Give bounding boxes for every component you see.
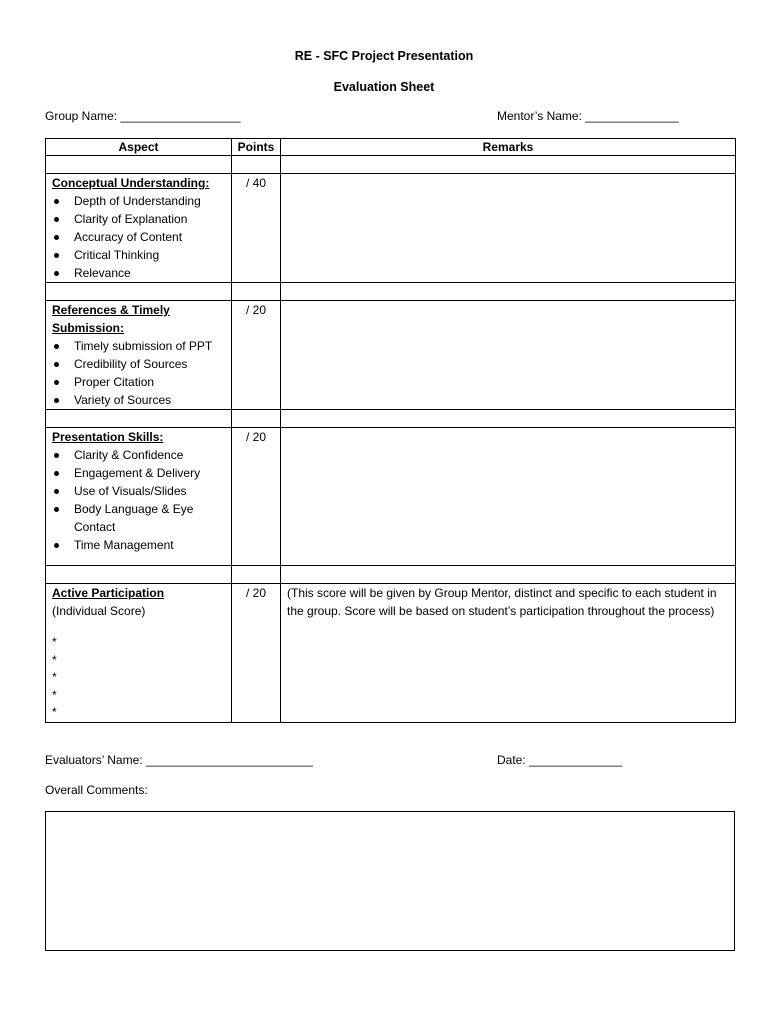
aspect-cell bbox=[46, 174, 232, 283]
student-slot[interactable]: * bbox=[52, 687, 57, 702]
evaluation-table bbox=[45, 138, 736, 723]
table-row bbox=[46, 301, 736, 410]
group-name-field[interactable]: Group Name: __________________ bbox=[45, 109, 241, 123]
remarks-cell[interactable]: (This score will be given by Group Mentor, distinct and specific to each student in the group. Score will be based on student’s participation throughout the process) bbox=[281, 584, 736, 723]
list-item: Clarity & Confidence bbox=[52, 446, 225, 464]
aspect-cell bbox=[46, 428, 232, 566]
page-title: RE - SFC Project Presentation bbox=[294, 49, 474, 63]
points-cell[interactable]: / 40 bbox=[232, 174, 281, 283]
header-aspect: Aspect bbox=[46, 139, 232, 156]
section-heading: Conceptual Understanding: bbox=[52, 176, 210, 190]
list-item: Depth of Understanding bbox=[52, 192, 225, 210]
student-slot[interactable]: * bbox=[52, 652, 57, 667]
remarks-cell[interactable] bbox=[281, 301, 736, 410]
section-heading: References & Timely Submission: bbox=[52, 303, 170, 335]
spacer-row bbox=[46, 156, 736, 174]
section-note: (Individual Score) bbox=[52, 604, 146, 618]
list-item: Timely submission of PPT bbox=[52, 337, 225, 355]
list-item: Accuracy of Content bbox=[52, 228, 225, 246]
overall-comments-box[interactable] bbox=[45, 811, 735, 951]
remarks-cell[interactable] bbox=[281, 428, 736, 566]
points-cell[interactable]: / 20 bbox=[232, 301, 281, 410]
aspect-cell bbox=[46, 301, 232, 410]
criteria-list bbox=[52, 446, 225, 554]
list-item: Body Language & Eye Contact bbox=[52, 500, 225, 536]
points-cell[interactable]: / 20 bbox=[232, 428, 281, 566]
section-heading: Active Participation bbox=[52, 586, 165, 600]
list-item: Clarity of Explanation bbox=[52, 210, 225, 228]
list-item: Relevance bbox=[52, 264, 225, 282]
evaluators-name-field[interactable]: Evaluators’ Name: _________________________ bbox=[45, 753, 313, 767]
list-item: Use of Visuals/Slides bbox=[52, 482, 225, 500]
points-cell[interactable]: / 20 bbox=[232, 584, 281, 723]
section-heading: Presentation Skills: bbox=[52, 430, 164, 444]
overall-comments-label: Overall Comments: bbox=[45, 783, 148, 797]
header-remarks: Remarks bbox=[281, 139, 736, 156]
remarks-cell[interactable] bbox=[281, 174, 736, 283]
table-row bbox=[46, 584, 736, 723]
mentor-name-field[interactable]: Mentor’s Name: ______________ bbox=[497, 109, 679, 123]
criteria-list bbox=[52, 192, 225, 282]
table-header-row bbox=[46, 139, 736, 156]
aspect-cell bbox=[46, 584, 232, 723]
spacer-row bbox=[46, 566, 736, 584]
student-slot[interactable]: * bbox=[52, 670, 57, 684]
list-item: Time Management bbox=[52, 536, 225, 554]
table-row bbox=[46, 174, 736, 283]
page-subtitle: Evaluation Sheet bbox=[333, 80, 435, 94]
student-slot[interactable]: * bbox=[52, 705, 57, 719]
list-item: Critical Thinking bbox=[52, 246, 225, 264]
spacer-row bbox=[46, 410, 736, 428]
date-field[interactable]: Date: ______________ bbox=[497, 753, 623, 767]
list-item: Variety of Sources bbox=[52, 391, 225, 409]
header-points: Points bbox=[232, 139, 281, 156]
list-item: Proper Citation bbox=[52, 373, 225, 391]
student-slot[interactable]: * bbox=[52, 635, 57, 649]
list-item: Credibility of Sources bbox=[52, 355, 225, 373]
table-row bbox=[46, 428, 736, 566]
criteria-list bbox=[52, 337, 225, 409]
list-item: Engagement & Delivery bbox=[52, 464, 225, 482]
spacer-row bbox=[46, 283, 736, 301]
